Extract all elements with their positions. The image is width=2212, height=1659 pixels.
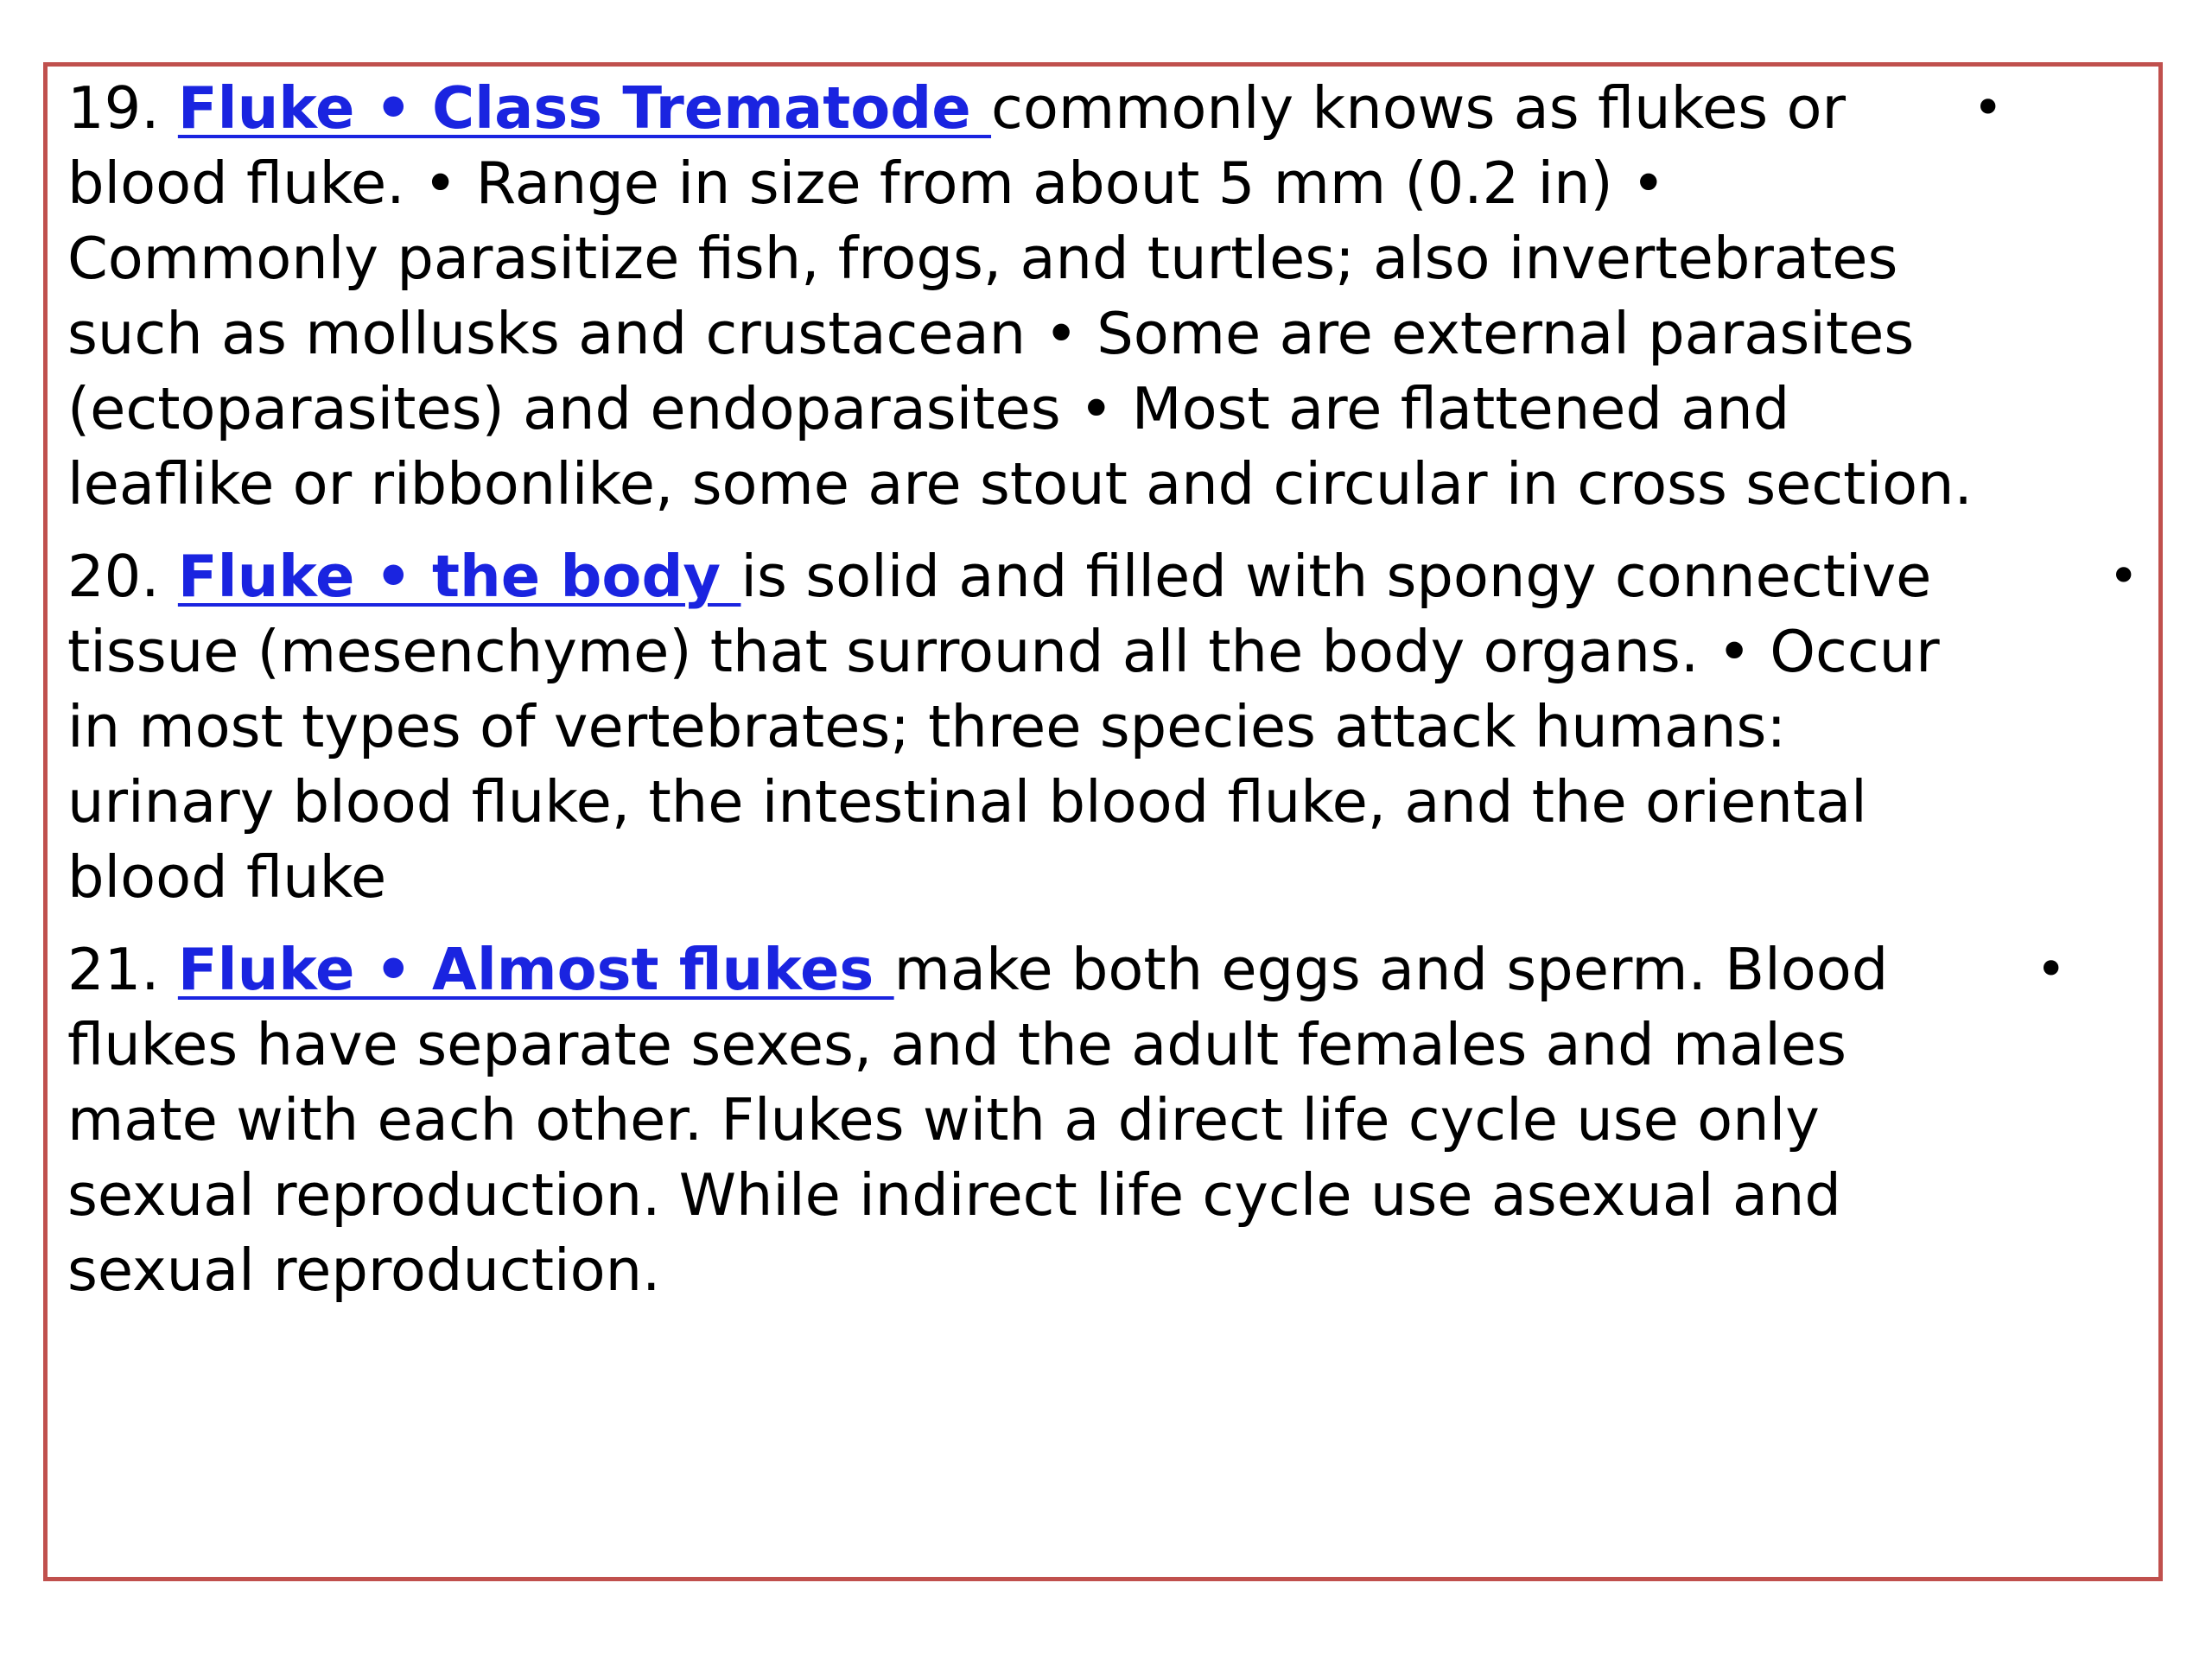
list-item-19 — [67, 71, 2055, 522]
item-text: commonly knows as flukes or blood fluke. • Range in size from about 5 mm (0.2 in) • Commonly parasitize fish, frogs, and turtles; also invertebrates such as mollusks and crustacean • Some are external parasites (ectoparasites) and endoparasites • Most are flattened and leaflike or ribbonlike, some are stout and circular in cross section. — [67, 74, 1973, 518]
item-text: is solid and filled with spongy connective tissue (mesenchyme) that surround all the body organs. • Occur in most types of vertebrates; three species attack humans: urinary blood fluke, the intestinal blood fluke, and the oriental blood fluke — [67, 543, 1940, 911]
fluke-almost-flukes-link[interactable]: Fluke • Almost flukes — [177, 936, 894, 1003]
fluke-class-trematode-link[interactable]: Fluke • Class Trematode — [177, 74, 992, 142]
bullet-icon: • — [1973, 78, 2004, 138]
item-number: 21. — [67, 936, 178, 1003]
list-item-20 — [67, 539, 2139, 915]
fluke-the-body-link[interactable]: Fluke • the body — [177, 543, 741, 610]
item-number: 19. — [67, 74, 178, 142]
item-number: 20. — [67, 543, 178, 610]
item-text: make both eggs and sperm. Blood flukes have separate sexes, and the adult females and males mate with each other. Flukes with a direct life cycle use only sexual reproduction. While indirect life cycle use asexual and sexual reproduction. — [67, 936, 1889, 1304]
slide-content — [67, 71, 2139, 1325]
bullet-icon: • — [2108, 546, 2139, 607]
bullet-icon: • — [2036, 939, 2067, 1000]
list-item-21 — [67, 932, 2067, 1308]
